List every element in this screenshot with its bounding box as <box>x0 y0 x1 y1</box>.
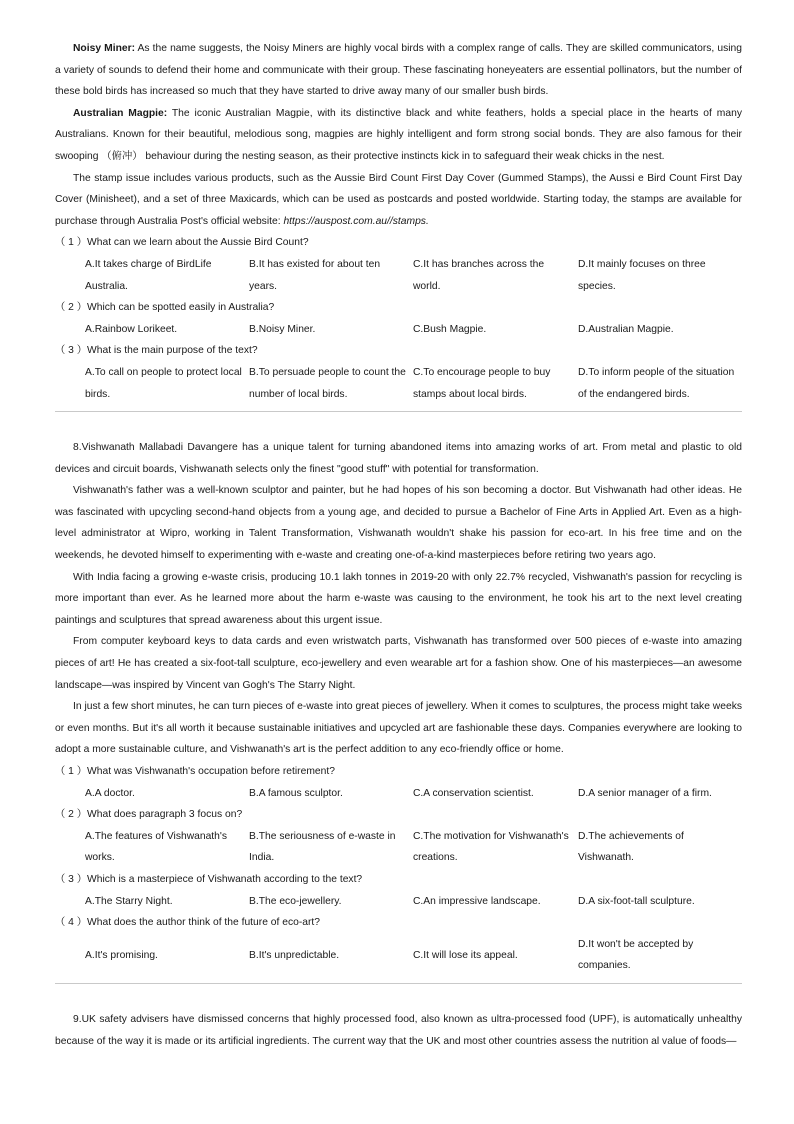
term-noisy-miner: Noisy Miner: <box>73 43 136 54</box>
question-stem: （ 2 ）What does paragraph 3 focus on? <box>55 809 243 821</box>
question-stem: （ 4 ）What does the author think of the future of eco-art? <box>55 917 321 929</box>
option-d[interactable]: D.The achievements of Vishwanath. <box>578 830 684 864</box>
option-row <box>55 826 742 869</box>
option-row <box>55 362 742 405</box>
option-c[interactable]: C.It will lose its appeal. <box>413 949 518 961</box>
question-stem: （ 1 ）What can we learn about the Aussie Bird Count? <box>55 237 309 249</box>
option-c[interactable]: C.An impressive landscape. <box>413 895 541 907</box>
option-b[interactable]: B.The seriousness of e-waste in India. <box>249 830 396 864</box>
option-d[interactable]: D.Australian Magpie. <box>578 323 674 335</box>
option-c[interactable]: C.Bush Magpie. <box>413 323 487 335</box>
passage-paragraph: In just a few short minutes, he can turn pieces of e-waste into great pieces of jewellery. When it comes to sculptures, the process might take weeks or even months. But it's all worth it because sustainable initiatives and upcycled art are fashionable these days. Companies everywhere are looking to adopt a more sustainable culture, and Vishwanath's art is the perfect addition to any eco-friendly office or home. <box>55 701 742 756</box>
option-a[interactable]: A.To call on people to protect local birds. <box>85 366 242 400</box>
option-c[interactable]: C.A conservation scientist. <box>413 787 534 799</box>
option-row <box>55 891 742 913</box>
passage-paragraph: From computer keyboard keys to data cards and even wristwatch parts, Vishwanath has transformed over 500 pieces of e-waste into amazing pieces of art! He has created a six-foot-tall sculpture, eco-jewellery and even wearable art for a fashion show. One of his masterpieces—an awesome landscape—was inspired by Vincent van Gogh's The Starry Night. <box>55 636 742 691</box>
option-a[interactable]: A.A doctor. <box>85 787 135 799</box>
option-d[interactable]: D.A six-foot-tall sculpture. <box>578 895 695 907</box>
option-c[interactable]: C.To encourage people to buy stamps about local birds. <box>413 366 551 400</box>
question-stem: （ 3 ）Which is a masterpiece of Vishwanath according to the text? <box>55 873 363 885</box>
option-b[interactable]: B.The eco-jewellery. <box>249 895 342 907</box>
document-page <box>55 38 742 1052</box>
stamp-paragraph: The stamp issue includes various products, such as the Aussie Bird Count First Day Cover (Gummed Stamps), the Aussi e Bird Count First Day Cover (Minisheet), and a set of three Maxicards, which can be used as postcards and posted worldwide. Starting today, the stamps are available for purchase through Australia Post's official website: https://auspost.com.au//stamps. <box>55 172 742 227</box>
option-c[interactable]: C.The motivation for Vishwanath's creations. <box>413 830 569 864</box>
passage-paragraph: 9.UK safety advisers have dismissed concerns that highly processed food, also known as ultra-processed food (UPF), is automatically unhealthy because of the way it is made or its artificial ingredients. The current way that the UK and most other countries assess the nutrition al value of foods— <box>55 1013 742 1047</box>
option-row <box>55 319 742 341</box>
magpie-paragraph: Australian Magpie: The iconic Australian Magpie, with its distinctive black and white feathers, holds a special place in the hearts of many Australians. Known for their beautiful, melodious song, magpies are highly intelligent and form strong social bonds. They are also famous for their swooping （俯冲） behaviour during the nesting season, as their protective instincts kick in to safeguard their weak chicks in the nest. <box>55 107 742 162</box>
auspost-link[interactable]: https://auspost.com.au//stamps. <box>283 215 429 227</box>
option-b[interactable]: B.A famous sculptor. <box>249 787 343 799</box>
option-a[interactable]: A.The features of Vishwanath's works. <box>85 830 228 864</box>
term-australian-magpie: Australian Magpie: <box>73 107 168 119</box>
option-b[interactable]: B.To persuade people to count the number of local birds. <box>249 366 406 400</box>
option-d[interactable]: D.A senior manager of a firm. <box>578 787 712 799</box>
option-d[interactable]: D.It won't be accepted by companies. <box>578 938 694 972</box>
option-c[interactable]: C.It has branches across the world. <box>413 258 545 292</box>
option-b[interactable]: B.It's unpredictable. <box>249 949 340 961</box>
option-b[interactable]: B.It has existed for about ten years. <box>249 258 381 292</box>
question-stem: （ 2 ）Which can be spotted easily in Australia? <box>55 302 275 314</box>
passage-paragraph: 8.Vishwanath Mallabadi Davangere has a unique talent for turning abandoned items into amazing works of art. From metal and plastic to old devices and circuit boards, Vishwanath selects only the finest "good stuff" with potential for transformation. <box>55 442 742 475</box>
question-stem: （ 1 ）What was Vishwanath's occupation before retirement? <box>55 766 335 777</box>
noisy-miner-paragraph: Noisy Miner: As the name suggests, the Noisy Miners are highly vocal birds with a complex range of calls. They are skilled communicators, using a variety of sounds to defend their home and communicate with their group. These fascinating honeyeaters are essential pollinators, but the number of these bold birds has increased so much that they have started to drive away many of our smaller bush birds. <box>55 43 742 98</box>
option-row <box>55 934 742 977</box>
option-a[interactable]: A.It's promising. <box>85 949 158 961</box>
option-d[interactable]: D.It mainly focuses on three species. <box>578 258 706 292</box>
option-d[interactable]: D.To inform people of the situation of the endangered birds. <box>578 366 735 400</box>
passage-paragraph: Vishwanath's father was a well-known sculptor and painter, but he had hopes of his son becoming a doctor. But Vishwanath had other ideas. He was fascinated with upcycling second-hand objects from a young age, and decided to pursue a Bachelor of Fine Arts in Applied Art. Even as a high-level administrator at Wipro, working in Talent Transformation, Vishwanath wouldn't shake his passion for eco-art. In his free time and on the weekends, he devoted himself to experimenting with e-waste and creating one-of-a-kind masterpieces before retiring two years ago. <box>55 485 742 562</box>
option-a[interactable]: A.Rainbow Lorikeet. <box>85 323 178 335</box>
option-row <box>55 254 742 297</box>
option-b[interactable]: B.Noisy Miner. <box>249 323 316 335</box>
passage-paragraph: With India facing a growing e-waste crisis, producing 10.1 lakh tonnes in 2019-20 with only 22.7% recycled, Vishwanath's passion for recycling is more important than ever. As he learned more about the harm e-waste was causing to the environment, he took his art to the next level creating paintings and sculptures that spread awareness about this urgent issue. <box>55 571 742 626</box>
question-stem: （ 3 ）What is the main purpose of the text? <box>55 345 258 357</box>
option-a[interactable]: A.It takes charge of BirdLife Australia. <box>85 258 212 292</box>
option-a[interactable]: A.The Starry Night. <box>85 895 173 907</box>
option-row <box>55 783 742 805</box>
